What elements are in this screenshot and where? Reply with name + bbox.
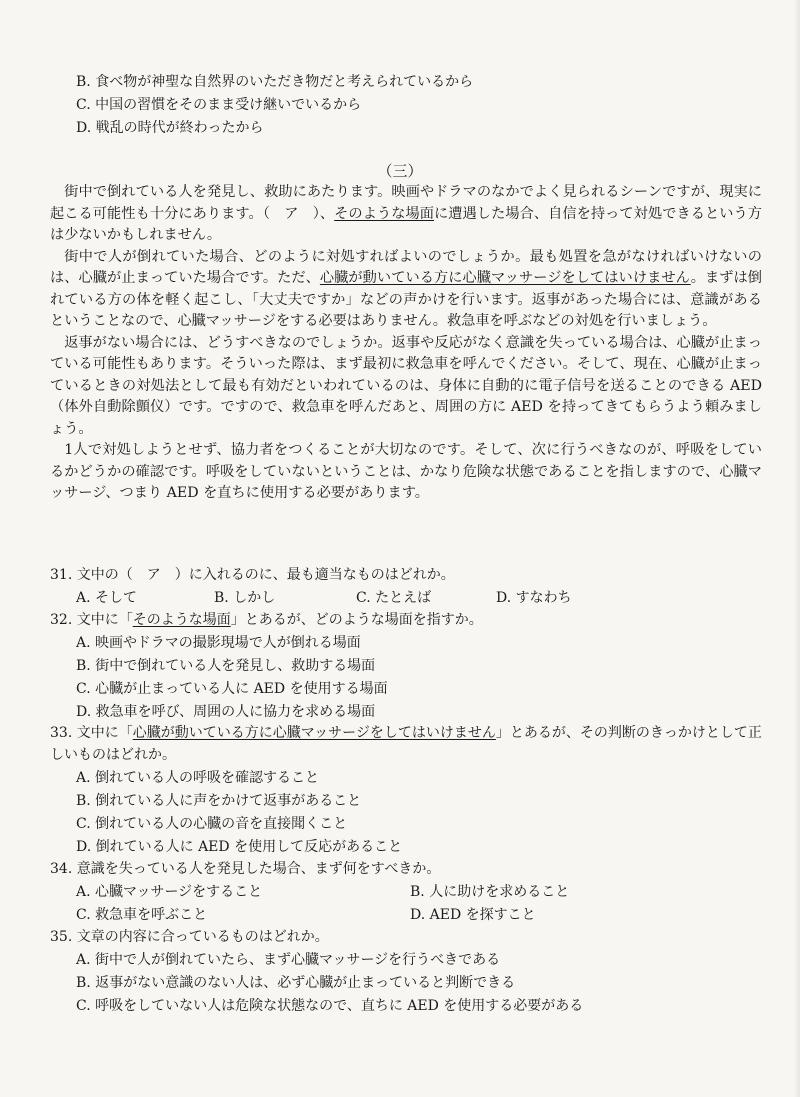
question-31: 31. 文中の（ ア ）に入れるのに、最も適当なものはどれか。 xyxy=(50,567,455,583)
prev-option-b: B. 食べ物が神聖な自然界のいただき物だと考えられているから xyxy=(76,74,474,90)
prev-option-c: C. 中国の習慣をそのまま受け継いでいるから xyxy=(76,97,362,113)
q33-option-c: C. 倒れている人の心臓の音を直接聞くこと xyxy=(76,816,348,832)
q33-option-d: D. 倒れている人に AED を使用して反応があること xyxy=(76,839,403,855)
underlined-phrase-2: 心臓が動いている方に心臓マッサージをしてはいけません xyxy=(319,270,691,286)
passage-paragraph-4: 1人で対処しようとせず、協力者をつくることが大切なのです。そして、次に行うべきなのが、呼吸をしているかどうかの確認です。呼吸をしていないということは、かなり危険な状態であることを指しますので、心臓マッサージ、つまり AED を直ちに使用する必要があります。 xyxy=(50,442,762,501)
q32-option-d: D. 救急車を呼び、周囲の人に協力を求める場面 xyxy=(76,704,376,720)
q31-option-d: D. すなわち xyxy=(496,590,572,606)
q34-option-a: A. 心臓マッサージをすること xyxy=(76,884,263,900)
prev-option-d: D. 戦乱の時代が終わったから xyxy=(76,120,264,136)
q31-option-a: A. そして xyxy=(76,590,138,606)
question-34: 34. 意識を失っている人を発見した場合、まず何をすべきか。 xyxy=(50,861,441,877)
q34-option-c: C. 救急車を呼ぶこと xyxy=(76,907,208,923)
page-edge-shadow xyxy=(794,0,800,1097)
question-33: 33. 文中に「心臓が動いている方に心臓マッサージをしてはいけません」とあるが、その判断のきっかけとして正しいものはどれか。 xyxy=(50,725,762,763)
q35-option-b: B. 返事がない意識のない人は、必ず心臓が止まっていると判断できる xyxy=(76,975,516,991)
question-32: 32. 文中に「そのような場面」とあるが、どのような場面を指すか。 xyxy=(50,612,483,628)
q32-option-c: C. 心臓が止まっている人に AED を使用する場面 xyxy=(76,681,388,697)
q35-option-c: C. 呼吸をしていない人は危険な状態なので、直ちに AED を使用する必要がある xyxy=(76,998,584,1014)
q31-option-c: C. たとえば xyxy=(356,590,432,606)
passage-paragraph-2: 街中で人が倒れていた場合、どのように対処すればよいのでしょうか。最も処置を急がなければいけないのは、心臓が止まっていた場合です。ただ、心臓が動いている方に心臓マッサージをしてはいけません。まずは倒れている方の体を軽く起こし、「大丈夫ですか」などの声かけを行います。返事があった場合には、意識があるということなので、心臓マッサージをする必要はありません。救急車を呼ぶなどの対処を行いましょう。 xyxy=(50,248,762,329)
q33-underlined: 心臓が動いている方に心臓マッサージをしてはいけません xyxy=(132,725,496,741)
q34-option-b: B. 人に助けを求めること xyxy=(410,884,570,900)
q31-option-b: B. しかし xyxy=(214,590,276,606)
q32-option-a: A. 映画やドラマの撮影現場で人が倒れる場面 xyxy=(76,635,361,651)
q34-option-d: D. AED を探すこと xyxy=(410,907,536,923)
section-title: （三） xyxy=(377,162,423,180)
question-35: 35. 文章の内容に合っているものはどれか。 xyxy=(50,929,329,945)
q33-option-b: B. 倒れている人に声をかけて返事があること xyxy=(76,793,362,809)
q35-option-a: A. 街中で人が倒れていたら、まず心臓マッサージを行うべきである xyxy=(76,952,501,968)
q32-underlined: そのような場面 xyxy=(132,612,231,628)
q33-option-a: A. 倒れている人の呼吸を確認すること xyxy=(76,770,320,786)
underlined-phrase-1: そのような場面 xyxy=(334,205,435,222)
passage-paragraph-1: 街中で倒れている人を発見し、救助にあたります。映画やドラマのなかでよく見られるシーンですが、現実に起こる可能性も十分にあります。（ ア ）、そのような場面に遭遇した場合、自信を持って対処できるという方は少ないかもしれません。 xyxy=(50,184,762,243)
reading-passage xyxy=(50,182,762,505)
q32-option-b: B. 街中で倒れている人を発見し、救助する場面 xyxy=(76,658,376,674)
passage-paragraph-3: 返事がない場合には、どうすべきなのでしょうか。返事や反応がなく意識を失っている場合は、心臓が止まっている可能性もあります。そういった際は、まず最初に救急車を呼んでください。そして、現在、心臓が止まっているときの対処法として最も有効だといわれているのは、身体に自動的に電子信号を送ることのできる AED（体外自動除顫仪）です。ですので、救急車を呼んだあと、周囲の方に AED を持ってきてもらうよう頼みましょう。 xyxy=(50,334,762,437)
